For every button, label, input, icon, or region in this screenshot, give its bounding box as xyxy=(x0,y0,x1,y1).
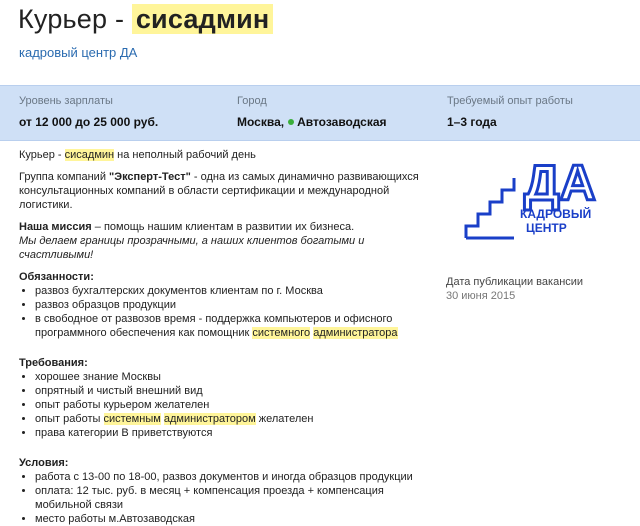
list-item: • права категории В приветствуются xyxy=(35,426,419,440)
req-highlight: администратором xyxy=(163,413,256,425)
publication-label: Дата публикации вакансии xyxy=(446,276,584,288)
list-item xyxy=(35,312,419,340)
req-suffix: желателен xyxy=(255,413,314,425)
salary-value: от 12 000 до 25 000 руб. xyxy=(19,115,159,129)
group-name: "Эксперт-Тест" xyxy=(109,171,191,183)
duty-highlight: системного xyxy=(252,327,311,339)
list-item: • оплата: 12 тыс. руб. в месяц + компенсация проезда + компенсация мобильной связи xyxy=(35,484,419,512)
company-link[interactable]: кадровый центр ДА xyxy=(19,45,138,60)
group-suffix: - одна из самых динамично развивающихся консультационных компаний в области сертификации и международной логистики. xyxy=(19,171,419,211)
duties-list xyxy=(19,284,419,340)
intro-line xyxy=(19,148,419,162)
requirements-title: Требования: xyxy=(19,357,88,369)
mission-text: – помощь нашим клиентам в развитии их бизнеса. xyxy=(91,221,355,233)
company-paragraph xyxy=(19,170,419,212)
experience-info xyxy=(447,95,573,129)
intro-suffix: на неполный рабочий день xyxy=(114,149,256,161)
list-item: • место работы м.Автозаводская xyxy=(35,512,419,526)
requirements-list xyxy=(19,370,419,440)
duties-title: Обязанности: xyxy=(19,271,94,283)
city-value xyxy=(237,115,387,129)
page-title xyxy=(18,4,273,35)
city-info xyxy=(237,95,387,129)
list-item: • развоз бухгалтерских документов клиентам по г. Москва xyxy=(35,284,419,298)
req-highlight: системным xyxy=(103,413,161,425)
vacancy-description xyxy=(19,148,419,526)
salary-info xyxy=(19,95,158,129)
list-item: • развоз образцов продукции xyxy=(35,298,419,312)
publication-info xyxy=(446,276,583,302)
experience-label: Требуемый опыт работы xyxy=(447,95,573,107)
conditions-title: Условия: xyxy=(19,457,69,469)
mission-italic: Мы делаем границы прозрачными, а наших клиентов богатыми и счастливыми! xyxy=(19,235,365,261)
duty-highlight: администратора xyxy=(313,327,398,339)
company-logo xyxy=(462,150,602,250)
publication-date: 30 июня 2015 xyxy=(446,290,516,302)
req-text: опыт работы xyxy=(35,413,104,425)
title-highlight: сисадмин xyxy=(132,4,274,34)
mission-paragraph xyxy=(19,220,419,262)
city-name: Москва, xyxy=(237,115,285,129)
intro-prefix: Курьер - xyxy=(19,149,65,161)
salary-label: Уровень зарплаты xyxy=(19,95,113,107)
city-label: Город xyxy=(237,95,267,107)
experience-value: 1–3 года xyxy=(447,115,497,129)
logo-line2: ЦЕНТР xyxy=(526,221,567,235)
group-prefix: Группа компаний xyxy=(19,171,110,183)
duty-text: в свободное от развозов время - поддержка компьютеров и офисного программного обеспечения как помощник xyxy=(35,313,393,339)
intro-highlight: сисадмин xyxy=(64,149,115,161)
metro-station: Автозаводская xyxy=(297,115,387,129)
list-item: • работа с 13-00 по 18-00, развоз документов и иногда образцов продукции xyxy=(35,470,419,484)
logo-line1: КАДРОВЫЙ xyxy=(520,207,592,221)
vacancy-info-bar xyxy=(0,85,640,141)
list-item: • хорошее знание Москвы xyxy=(35,370,419,384)
list-item xyxy=(35,412,419,426)
list-item: • опрятный и чистый внешний вид xyxy=(35,384,419,398)
metro-icon xyxy=(288,119,294,125)
mission-label: Наша миссия xyxy=(19,221,92,233)
logo-stairs xyxy=(466,178,514,238)
title-prefix: Курьер - xyxy=(18,4,132,34)
logo-big-text: ДА xyxy=(524,155,596,211)
list-item: • опыт работы курьером желателен xyxy=(35,398,419,412)
conditions-list xyxy=(19,470,419,526)
